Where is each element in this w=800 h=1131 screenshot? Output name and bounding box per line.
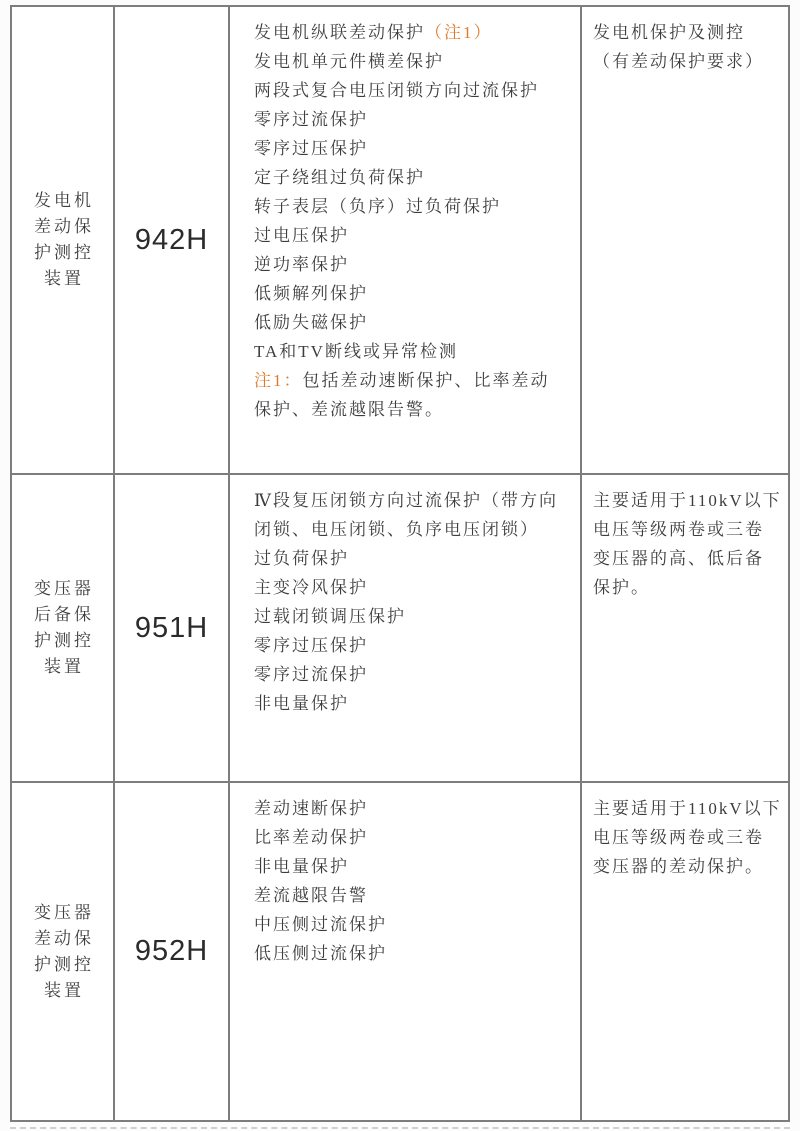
function-text: 零序过压保护 — [254, 139, 368, 158]
application-line: 电压等级两卷或三卷 — [593, 520, 764, 539]
application-line: 变压器的差动保护。 — [593, 857, 764, 876]
function-text: 零序过流保护 — [254, 665, 368, 684]
function-line — [254, 308, 574, 337]
function-text: 闭锁、电压闭锁、负序电压闭锁） — [254, 520, 539, 539]
functions-cell — [230, 7, 582, 475]
function-text: 中压侧过流保护 — [254, 915, 387, 934]
function-line — [254, 221, 574, 250]
application-line: 保护。 — [593, 578, 650, 597]
model-number: 942H — [134, 223, 209, 256]
function-line — [254, 852, 574, 881]
function-line — [254, 337, 574, 366]
function-line — [254, 76, 574, 105]
device-name-cell — [12, 475, 115, 783]
function-line — [254, 105, 574, 134]
device-name-line: 差动保 — [34, 928, 94, 948]
function-line — [254, 544, 574, 573]
function-text: 比率差动保护 — [254, 828, 368, 847]
application-line: 主要适用于110kV以下 — [593, 491, 782, 510]
device-name-line: 护测控 — [34, 243, 94, 262]
function-text: Ⅳ段复压闭锁方向过流保护（带方向 — [254, 491, 558, 510]
function-text: 零序过压保护 — [254, 636, 368, 655]
function-text: TA和TV断线或异常检测 — [254, 342, 458, 361]
device-name-line: 装置 — [44, 269, 84, 288]
device-name-line: 护测控 — [34, 631, 94, 650]
application-line: 主要适用于110kV以下 — [593, 799, 782, 818]
application-cell — [582, 7, 788, 475]
function-text: 过负荷保护 — [254, 549, 349, 568]
device-name-line: 护测控 — [34, 954, 94, 974]
function-line — [254, 134, 574, 163]
function-text: 转子表层（负序）过负荷保护 — [254, 197, 501, 216]
note-reference: （注1） — [425, 23, 493, 42]
function-line — [254, 660, 574, 689]
function-text: 逆功率保护 — [254, 255, 349, 274]
function-line — [254, 689, 574, 718]
device-name-cell — [12, 783, 115, 1120]
function-text: 保护、差流越限告警。 — [254, 400, 444, 419]
function-text: 差动速断保护 — [254, 799, 368, 818]
function-line — [254, 794, 574, 823]
application-line: 发电机保护及测控 — [593, 23, 745, 42]
device-name-line: 装置 — [44, 657, 84, 676]
function-text: 非电量保护 — [254, 857, 349, 876]
function-line — [254, 250, 574, 279]
application-line: （有差动保护要求） — [593, 52, 764, 71]
function-line — [254, 279, 574, 308]
function-line — [254, 881, 574, 910]
device-name-line: 差动保 — [34, 217, 94, 236]
function-text: 定子绕组过负荷保护 — [254, 168, 425, 187]
function-text: 低励失磁保护 — [254, 313, 368, 332]
function-line — [254, 192, 574, 221]
function-text: 零序过流保护 — [254, 110, 368, 129]
function-line — [254, 18, 574, 47]
model-cell — [115, 7, 230, 475]
function-text: 过载闭锁调压保护 — [254, 607, 406, 626]
note-reference: 注1： — [254, 371, 303, 390]
function-line — [254, 939, 574, 968]
device-name-line: 变压器 — [34, 579, 94, 598]
model-cell — [115, 783, 230, 1120]
protection-device-table — [10, 5, 790, 1122]
application-line: 电压等级两卷或三卷 — [593, 828, 764, 847]
function-line — [254, 573, 574, 602]
function-text: 过电压保护 — [254, 226, 349, 245]
scan-artifact-next-row-edge — [10, 1127, 790, 1129]
function-line — [254, 515, 574, 544]
functions-cell — [230, 783, 582, 1120]
function-text: 发电机纵联差动保护 — [254, 23, 425, 42]
function-text: 发电机单元件横差保护 — [254, 52, 444, 71]
device-name-line: 装置 — [44, 980, 84, 1000]
function-text: 差流越限告警 — [254, 886, 368, 905]
function-line — [254, 47, 574, 76]
function-text: 主变冷风保护 — [254, 578, 368, 597]
function-text: 两段式复合电压闭锁方向过流保护 — [254, 81, 539, 100]
device-name-line: 后备保 — [34, 605, 94, 624]
device-name-cell — [12, 7, 115, 475]
model-number: 951H — [134, 611, 209, 644]
function-line — [254, 366, 574, 395]
application-cell — [582, 475, 788, 783]
function-line — [254, 163, 574, 192]
application-cell — [582, 783, 788, 1120]
device-name-line: 变压器 — [34, 902, 94, 922]
function-text: 包括差动速断保护、比率差动 — [302, 371, 550, 390]
functions-cell — [230, 475, 582, 783]
function-text: 低频解列保护 — [254, 284, 368, 303]
function-line — [254, 910, 574, 939]
application-line: 变压器的高、低后备 — [593, 549, 764, 568]
function-line — [254, 602, 574, 631]
model-number: 952H — [134, 935, 209, 967]
function-line — [254, 631, 574, 660]
function-text: 非电量保护 — [254, 694, 349, 713]
function-line — [254, 823, 574, 852]
function-line — [254, 395, 574, 424]
device-name-line: 发电机 — [34, 191, 94, 210]
model-cell — [115, 475, 230, 783]
function-text: 低压侧过流保护 — [254, 944, 387, 963]
function-line — [254, 486, 574, 515]
